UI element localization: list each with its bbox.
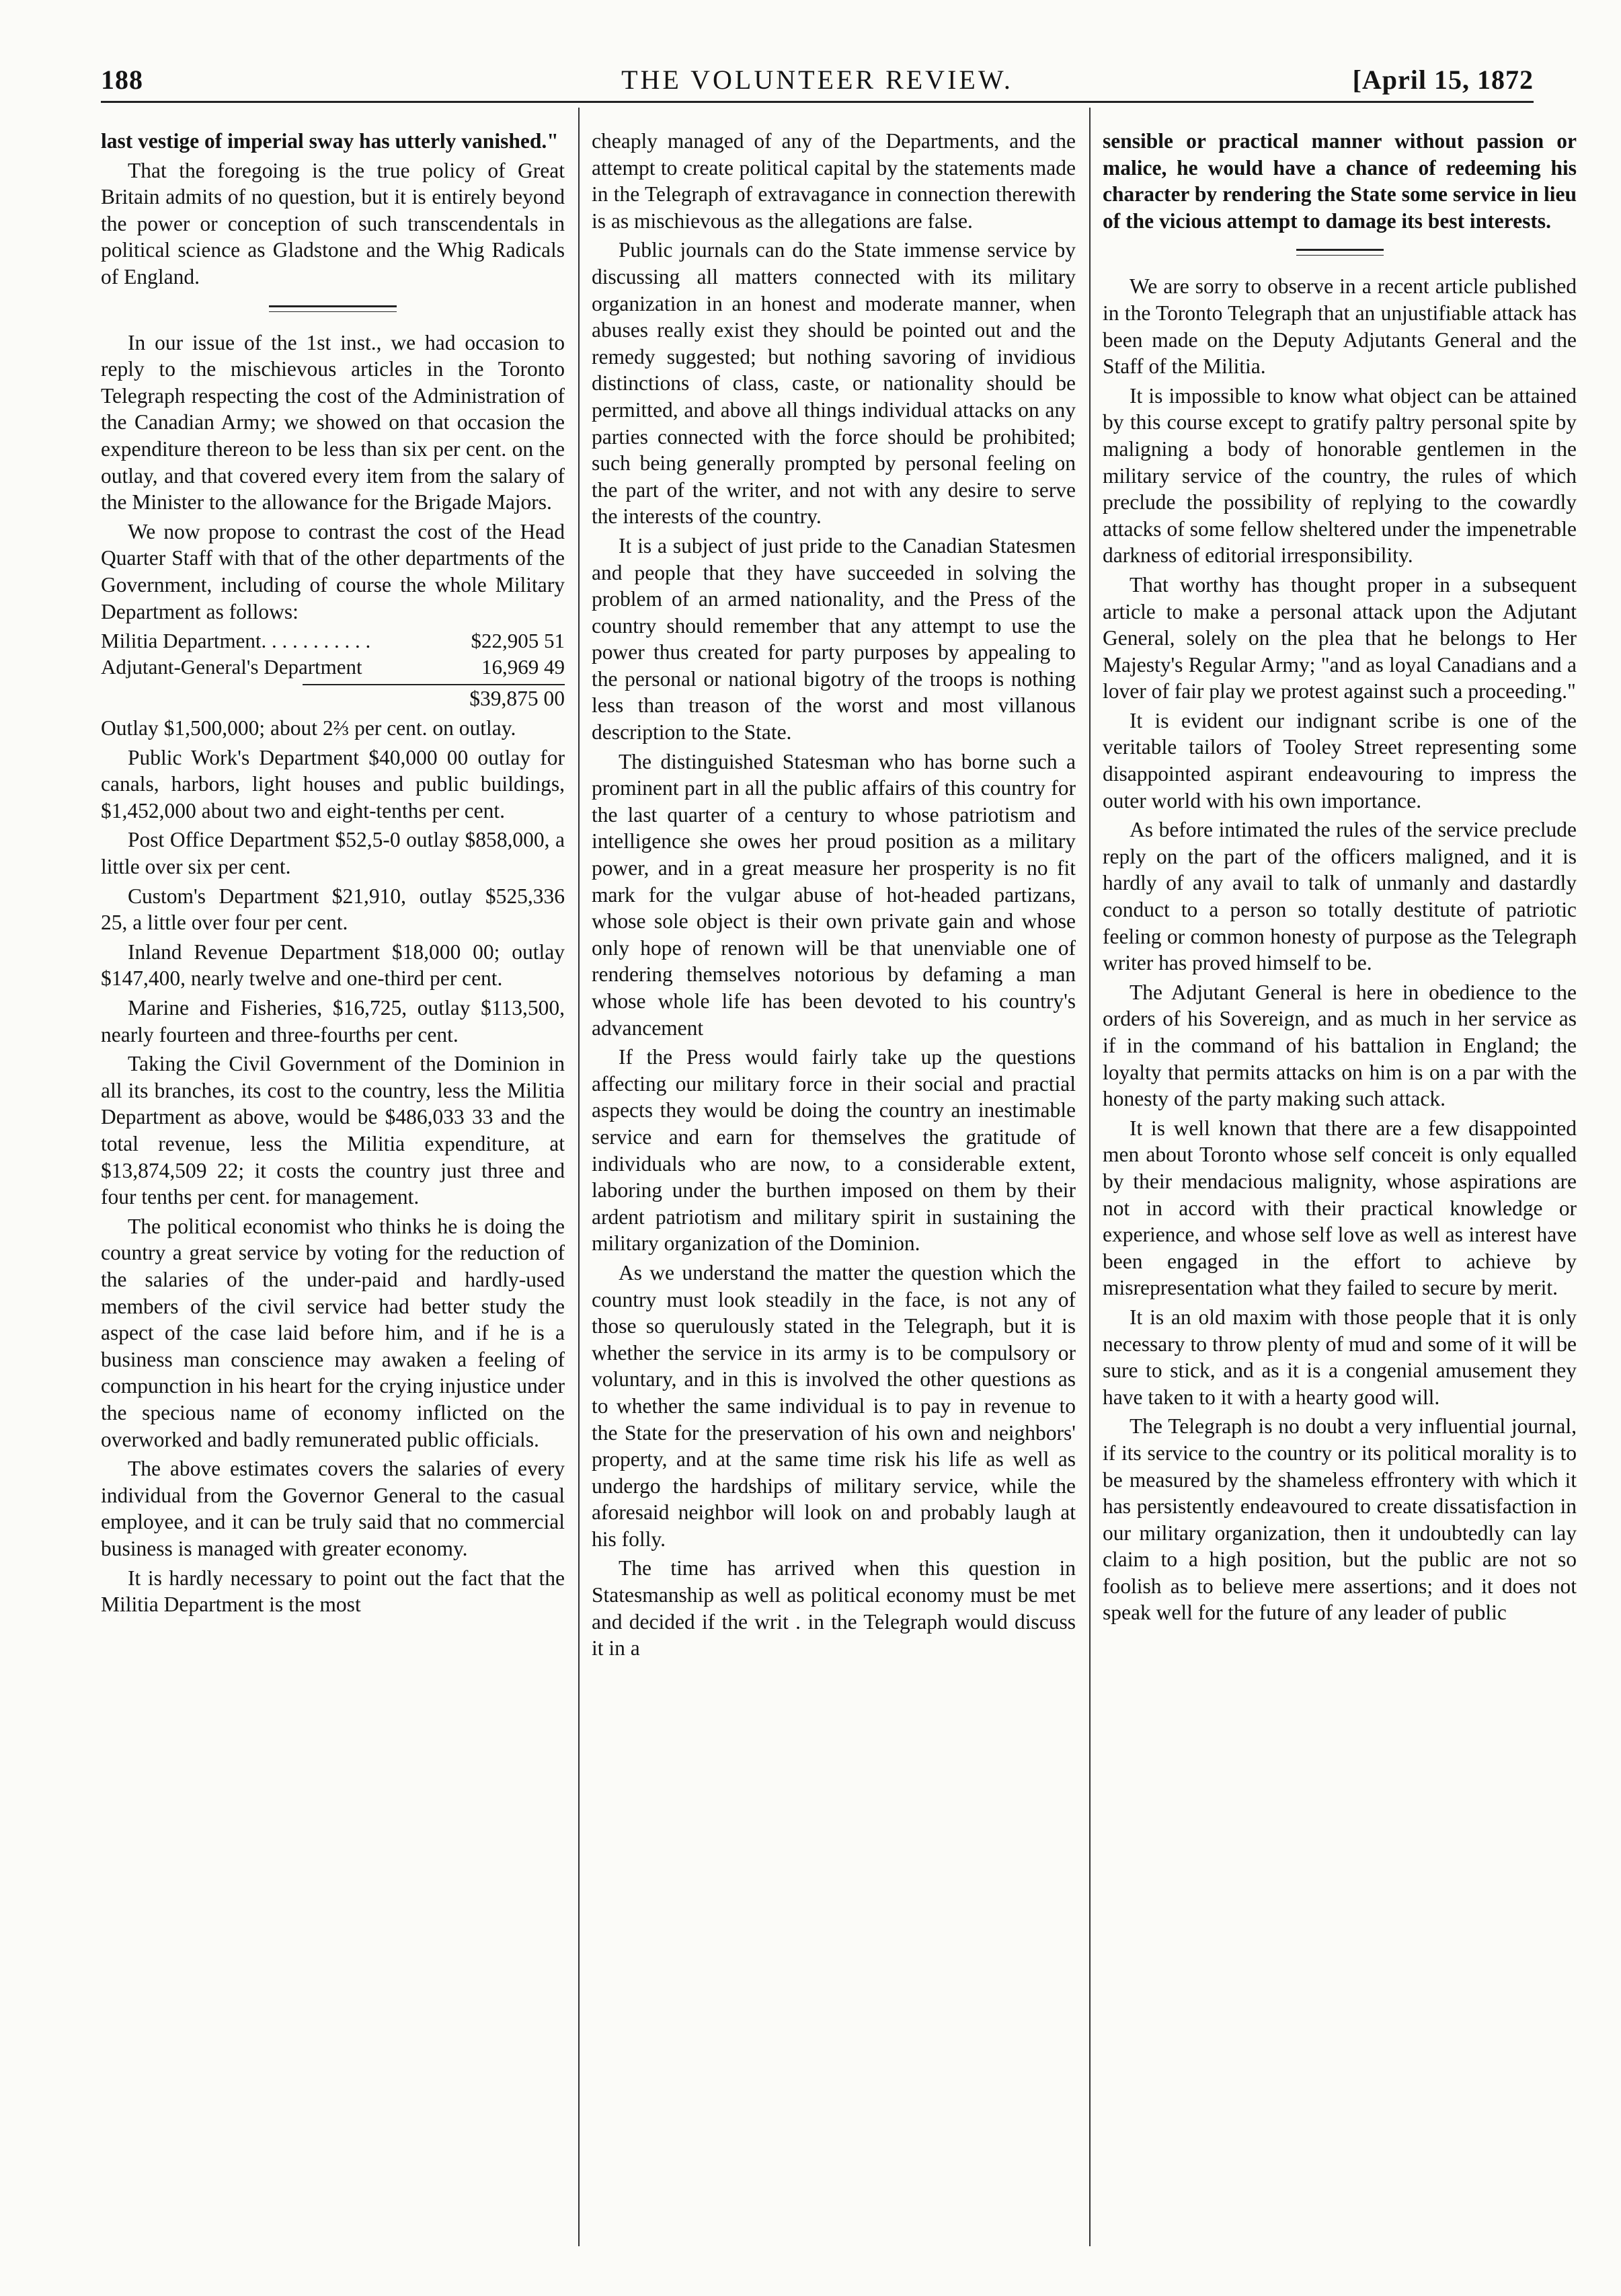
- table-row: [101, 654, 565, 680]
- column-1: [101, 128, 565, 2246]
- paragraph: Outlay $1,500,000; about 2⅔ per cent. on outlay.: [101, 716, 516, 740]
- paragraph: Inland Revenue Department $18,000 00; outlay $147,400, nearly twelve and one-third per cent.: [101, 940, 565, 991]
- account-label: Adjutant-General's Department: [101, 655, 362, 679]
- page-header: [101, 64, 1534, 104]
- header-rule: [101, 101, 1534, 103]
- paragraph: It is well known that there are a few disappointed men about Toronto whose self conceit is only equalled by their mendacious malignity, whose aspirations are not in accord with their practical knowledge or experience, and whose self love as well as interest have been engaged in the effort to achieve by misrepresentation what they failed to secure by merit.: [1103, 1116, 1577, 1300]
- accounts-total: $39,875 00: [303, 684, 565, 712]
- paragraph: Public journals can do the State immense service by discussing all matters connected with its military organization in an honest and moderate manner, when abuses really exist they should be pointed out and the remedy suggested; but nothing savoring of invidious distinctions of class, caste, or nationality should be permitted, and above all things individual attacks on any parties connected with the force should be prohibited; such being generally prompted by personal feeling on the part of the writer, and not with any desire to serve the interests of the country.: [592, 238, 1076, 529]
- paragraph: cheaply managed of any of the Departments, and the attempt to create political capital by the statements made in the Telegraph of extravagance in connection therewith is as mischievous as the allegations are false.: [592, 129, 1076, 233]
- paragraph: That the foregoing is the true policy of Great Britain admits of no question, but it is entirely beyond the power or conception of such transcendentals in political science as Gladstone and the Whig Radicals of England.: [101, 158, 565, 289]
- account-amount: 16,969 49: [481, 655, 565, 679]
- account-label: Militia Department. . . . . . . . . . .: [101, 629, 371, 653]
- paragraph: Marine and Fisheries, $16,725, outlay $113,500, nearly fourteen and three-fourths per cent.: [101, 996, 565, 1046]
- paragraph: It is hardly necessary to point out the fact that the Militia Department is the most: [101, 1566, 565, 1617]
- paragraph: Public Work's Department $40,000 00 outlay for canals, harbors, light houses and public buildings, $1,452,000 about two and eight-tenths per cent.: [101, 745, 565, 822]
- article-lead-paragraph: We are sorry to observe in a recent article published in the Toronto Telegraph that an unjustifiable attack has been made on the Deputy Adjutants General and the Staff of the Militia.: [1103, 274, 1577, 379]
- page-number: 188: [101, 65, 143, 95]
- paragraph: It is an old maxim with those people that it is only necessary to throw plenty of mud and some of it will be sure to stick, and as it is a congenial amusement they have taken to it with a hearty good will.: [1103, 1305, 1577, 1409]
- issue-date: [April 15, 1872: [1352, 65, 1534, 95]
- paragraph: The political economist who thinks he is doing the country a great service by voting for the reduction of the salaries of the under-paid and hardly-used members of the civil service had better study the aspect of the case laid before him, and if he is a business man conscience may awaken a feeling of compunction in his heart for the crying injustice under the specious name of economy inflicted on the overworked and badly remunerated public officials.: [101, 1214, 565, 1451]
- table-row: [101, 627, 565, 654]
- paragraph: Taking the Civil Government of the Dominion in all its branches, its cost to the country, less the Militia Department as above, would be $486,033 33 and the total revenue, less the Militia expenditure, at $13,874,509 22; it costs the country just three and four tenths per cent. for management.: [101, 1052, 565, 1209]
- column-rule-1: [578, 108, 580, 2246]
- article-lead-paragraph: In our issue of the 1st inst., we had occasion to reply to the mischievous articles in the Toronto Telegraph respecting the cost of the Administration of the Canadian Army; we showed on that occasion the expenditure thereon to be less than six per cent. on the outlay, and that covered every item from the salary of the Minister to the allowance for the Brigade Majors.: [101, 330, 565, 514]
- paragraph: If the Press would fairly take up the questions affecting our military force in their social and practial aspects they would be doing the country an inestimable service and earn for themselves the gratitude of individuals who are now, to a considerable extent, laboring under the burthen imposed on them by their ardent patriotism and military spirit in sustaining the military organization of the Dominion.: [592, 1045, 1076, 1256]
- article-separator: [1296, 249, 1384, 256]
- newspaper-title: THE VOLUNTEER REVIEW.: [621, 65, 1013, 95]
- paragraph: It is impossible to know what object can be attained by this course except to gratify paltry personal spite by maligning a body of honorable gentlemen in the military service of the country, the rules of which preclude the possibility of replying to the cowardly attacks of some fellow sheltered under the impenetrable darkness of editorial irresponsibility.: [1103, 383, 1577, 568]
- article-separator: [269, 305, 397, 312]
- paragraph: The distinguished Statesman who has borne such a prominent part in all the public affairs of this country for the last quarter of a century to whose patriotism and intelligence she owes her proud position as a military power, and in a great measure her prosperity is no fit mark for the vulgar abuse of hot-headed partizans, whose sole object is their own private gain and whose only hope of renown will be that unenviable one of rendering themselves notorious by defaming a man whose whole life has been devoted to his country's advancement: [592, 749, 1076, 1040]
- paragraph: We now propose to contrast the cost of the Head Quarter Staff with that of the other departments of the Government, including of course the whole Military Department as follows:: [101, 519, 565, 623]
- column-rule-2: [1089, 108, 1091, 2246]
- paragraph: Custom's Department $21,910, outlay $525,336 25, a little over four per cent.: [101, 884, 565, 935]
- paragraph: The Adjutant General is here in obedience to the orders of his Sovereign, and as much in her service as if in the command of his battalion in England; the loyalty that permits attacks on him is on a par with the honesty of the party making such attack.: [1103, 980, 1577, 1111]
- paragraph: That worthy has thought proper in a subsequent article to make a personal attack upon the Adjutant General, solely on the plea that he belongs to Her Majesty's Regular Army; "and as loyal Canadians and a lover of fair play we protest against such a proceeding.": [1103, 572, 1577, 703]
- paragraph: It is evident our indignant scribe is one of the veritable tailors of Tooley Street representing some disappointed aspirant endeavouring to impress the outer world with his own importance.: [1103, 708, 1577, 812]
- paragraph: As before intimated the rules of the service preclude reply on the part of the officers maligned, and it is hardly of any avail to talk of unmanly and dastardly conduct to a person so totally destitute of patriotic feeling or common honesty of purpose as the Telegraph writer has proved himself to be.: [1103, 818, 1577, 975]
- accounts-table: [101, 627, 565, 680]
- paragraph: sensible or practical manner without passion or malice, he would have a chance of redeeming his character by rendering the State some service in lieu of the vicious attempt to damage its best interests.: [1103, 129, 1577, 233]
- paragraph: Post Office Department $52,5-0 outlay $858,000, a little over six per cent.: [101, 828, 565, 879]
- paragraph: The Telegraph is no doubt a very influential journal, if its service to the country or its political morality is to be measured by the shameless effrontery with which it has persistently endeavoured to create dissatisfaction in our military organization, then it undoubtedly can lay claim to a high position, but the public are not so foolish as to believe mere assertions; and it does not speak well for the future of any leader of public: [1103, 1414, 1577, 1625]
- account-amount: $22,905 51: [471, 629, 565, 653]
- article-continuation: last vestige of imperial sway has utterly vanished.": [101, 129, 559, 153]
- paragraph: It is a subject of just pride to the Canadian Statesmen and people that they have succeeded in solving the problem of an armed nationality, and the Press of the country should remember that any attempt to use the power thus created for party purposes by appealing to the personal or national bigotry of the troops is nothing less than treason of the worst and most villanous description to the State.: [592, 533, 1076, 744]
- paragraph: The time has arrived when this question in Statesmanship as well as political economy must be met and decided if the writ . in the Telegraph would discuss it in a: [592, 1556, 1076, 1660]
- paragraph: As we understand the matter the question which the country must look steadily in the face, is not any of those so querulously stated in the Telegraph, but it is whether the service in its army is to be compulsory or voluntary, and in this is involved the other questions as to whether the same individual is to pay in revenue to the State for the preservation of his own and neighbors' property, and at the same time risk his life as well as undergo the hardships of military service, while the aforesaid neighbor will look on and probably laugh at his folly.: [592, 1260, 1076, 1551]
- column-3: [1103, 128, 1577, 2246]
- paragraph: The above estimates covers the salaries of every individual from the Governor General to the casual employee, and it can be truly said that no commercial business is managed with greater economy.: [101, 1457, 565, 1560]
- column-2: [592, 128, 1076, 2246]
